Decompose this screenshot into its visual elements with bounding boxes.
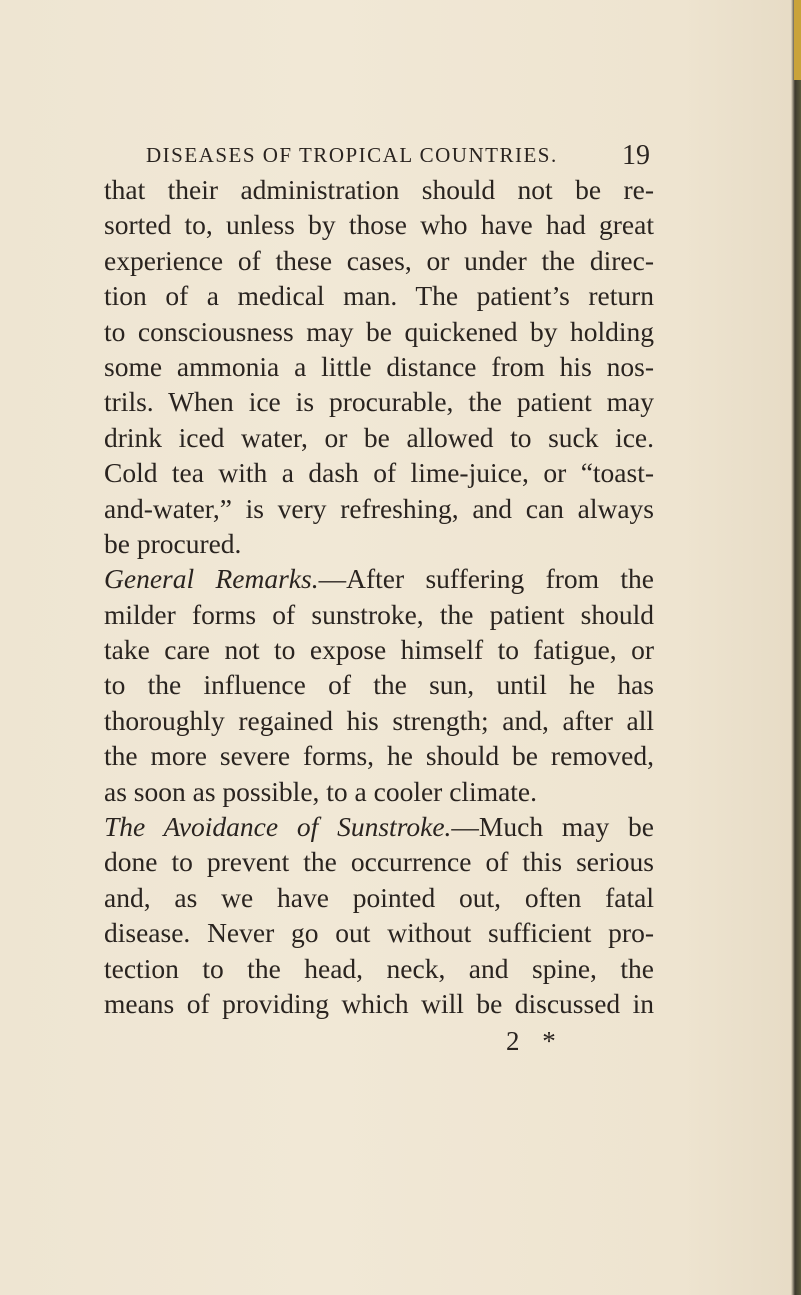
text-line: trils. When ice is procurable, the patient may xyxy=(104,386,654,418)
page-edge-mark xyxy=(794,0,801,80)
text-line: take care not to expose himself to fatigue, or xyxy=(104,634,654,666)
text-fragment: —After suffering from the xyxy=(318,563,654,595)
text-line: tion of a medical man. The patient’s return xyxy=(104,280,654,312)
text-line: tection to the head, neck, and spine, the xyxy=(104,952,654,984)
section-heading: The Avoidance of Sunstroke. xyxy=(104,811,452,843)
text-line: milder forms of sunstroke, the patient should xyxy=(104,598,654,630)
paragraph-first-line xyxy=(104,561,654,596)
text-line: done to prevent the occurrence of this serious xyxy=(104,846,654,878)
running-head xyxy=(146,140,650,170)
text-line: experience of these cases, or under the direc- xyxy=(104,244,654,276)
signature-mark: 2 * xyxy=(506,1026,564,1056)
text-line: that their administration should not be re- xyxy=(104,174,654,205)
text-line: to consciousness may be quickened by holding xyxy=(104,315,654,347)
text-fragment: —Much may be xyxy=(451,811,654,843)
page-number: 19 xyxy=(622,140,650,171)
running-head-title: DISEASES OF TROPICAL COUNTRIES. xyxy=(146,143,558,167)
body-text xyxy=(104,172,654,1021)
text-line: disease. Never go out without sufficient pro- xyxy=(104,917,654,949)
text-line: and, as we have pointed out, often fatal xyxy=(104,881,654,913)
text-line: the more severe forms, he should be removed, xyxy=(104,740,654,772)
text-line: thoroughly regained his strength; and, after all xyxy=(104,704,654,736)
paragraph-first-line xyxy=(104,809,654,844)
text-line: drink iced water, or be allowed to suck ice. xyxy=(104,421,654,453)
text-line: some ammonia a little distance from his nos- xyxy=(104,350,654,382)
text-line: be procured. xyxy=(104,527,242,559)
text-line: means of providing which will be discussed in xyxy=(104,987,654,1019)
text-line: to the influence of the sun, until he has xyxy=(104,669,654,701)
text-line: sorted to, unless by those who have had great xyxy=(104,209,654,241)
text-line: and-water,” is very refreshing, and can always xyxy=(104,492,654,524)
text-line: Cold tea with a dash of lime-juice, or “toast- xyxy=(104,457,654,489)
text-line: as soon as possible, to a cooler climate. xyxy=(104,775,538,807)
page-edge xyxy=(791,0,801,1295)
section-heading: General Remarks. xyxy=(104,563,319,595)
